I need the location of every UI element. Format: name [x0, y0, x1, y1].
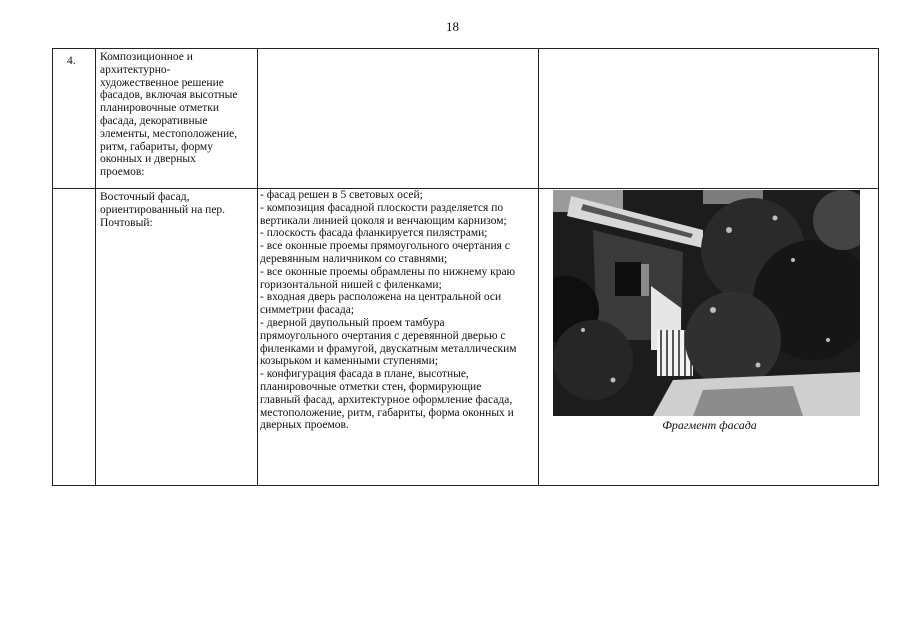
section-title-cell: [96, 49, 258, 189]
empty-cell: [53, 189, 96, 486]
description-line: главный фасад, архитектурное оформление фасада,: [260, 393, 513, 406]
empty-cell: [258, 49, 539, 189]
table-row: [53, 189, 879, 486]
section-title-line: оконных и дверных: [100, 153, 196, 166]
section-title-line: архитектурно-: [100, 63, 171, 76]
row-number-cell: [53, 49, 96, 189]
section-title-line: ритм, габариты, форму: [100, 140, 213, 153]
description-line: - входная дверь расположена на центральной оси: [260, 291, 502, 304]
photo-caption: Фрагмент фасада: [662, 418, 757, 432]
description-line: - конфигурация фасада в плане, высотные,: [260, 368, 469, 381]
description-line: - плоскость фасада фланкируется пилястрами;: [260, 227, 488, 240]
section-title-line: фасадов, включая высотные: [100, 89, 238, 102]
table-row: [53, 49, 879, 189]
section-title-line: художественное решение: [100, 76, 224, 89]
facade-photo: [553, 190, 860, 416]
section-title-line: Композиционное и: [100, 51, 193, 63]
description-line: - дверной двупольный проем тамбура: [260, 316, 445, 329]
section-title-line: фасада, декоративные: [100, 114, 208, 127]
description-line: - все оконные проемы обрамлены по нижнему краю: [260, 265, 516, 278]
section-title-line: проемов:: [100, 166, 145, 179]
description-line: - композиция фасадной плоскости разделяется по: [260, 201, 504, 214]
page-number: 18: [446, 19, 459, 34]
description-cell: [258, 189, 539, 486]
facade-table: [52, 48, 879, 486]
description-line: - все оконные проемы прямоугольного очертания с: [260, 240, 510, 253]
facade-name-cell: [96, 189, 258, 486]
row-number: 4.: [67, 55, 76, 67]
section-title: [96, 49, 257, 179]
empty-cell: [539, 49, 879, 189]
facade-name-line: ориентированный на пер.: [100, 203, 226, 216]
section-title-line: планировочные отметки: [100, 102, 220, 115]
photo-cell: [539, 189, 879, 486]
description-line: козырьком и каменными ступенями;: [260, 355, 439, 368]
facade-name: [96, 189, 257, 229]
description-line: филенками и фрамугой, двускатным металлическим: [260, 342, 517, 355]
description-line: - фасад решен в 5 световых осей;: [260, 189, 423, 201]
facade-name-line: Почтовый:: [100, 216, 153, 229]
description-line: местоположение, ритм, габариты, форма оконных и: [260, 406, 514, 419]
description-line: дверных проемов.: [260, 419, 349, 432]
description-line: деревянным наличником со ставнями;: [260, 252, 448, 265]
section-title-line: элементы, местоположение,: [100, 127, 238, 140]
facade-name-line: Восточный фасад,: [100, 191, 190, 203]
description-line: вертикали линией цоколя и венчающим карнизом;: [260, 214, 507, 227]
description-line: симметрии фасада;: [260, 304, 355, 317]
description-line: горизонтальной нишей с филенками;: [260, 278, 442, 291]
facade-description: [258, 189, 538, 432]
description-line: планировочные отметки стен, формирующие: [260, 380, 482, 393]
description-line: прямоугольного очертания с деревянной дверью с: [260, 329, 506, 342]
